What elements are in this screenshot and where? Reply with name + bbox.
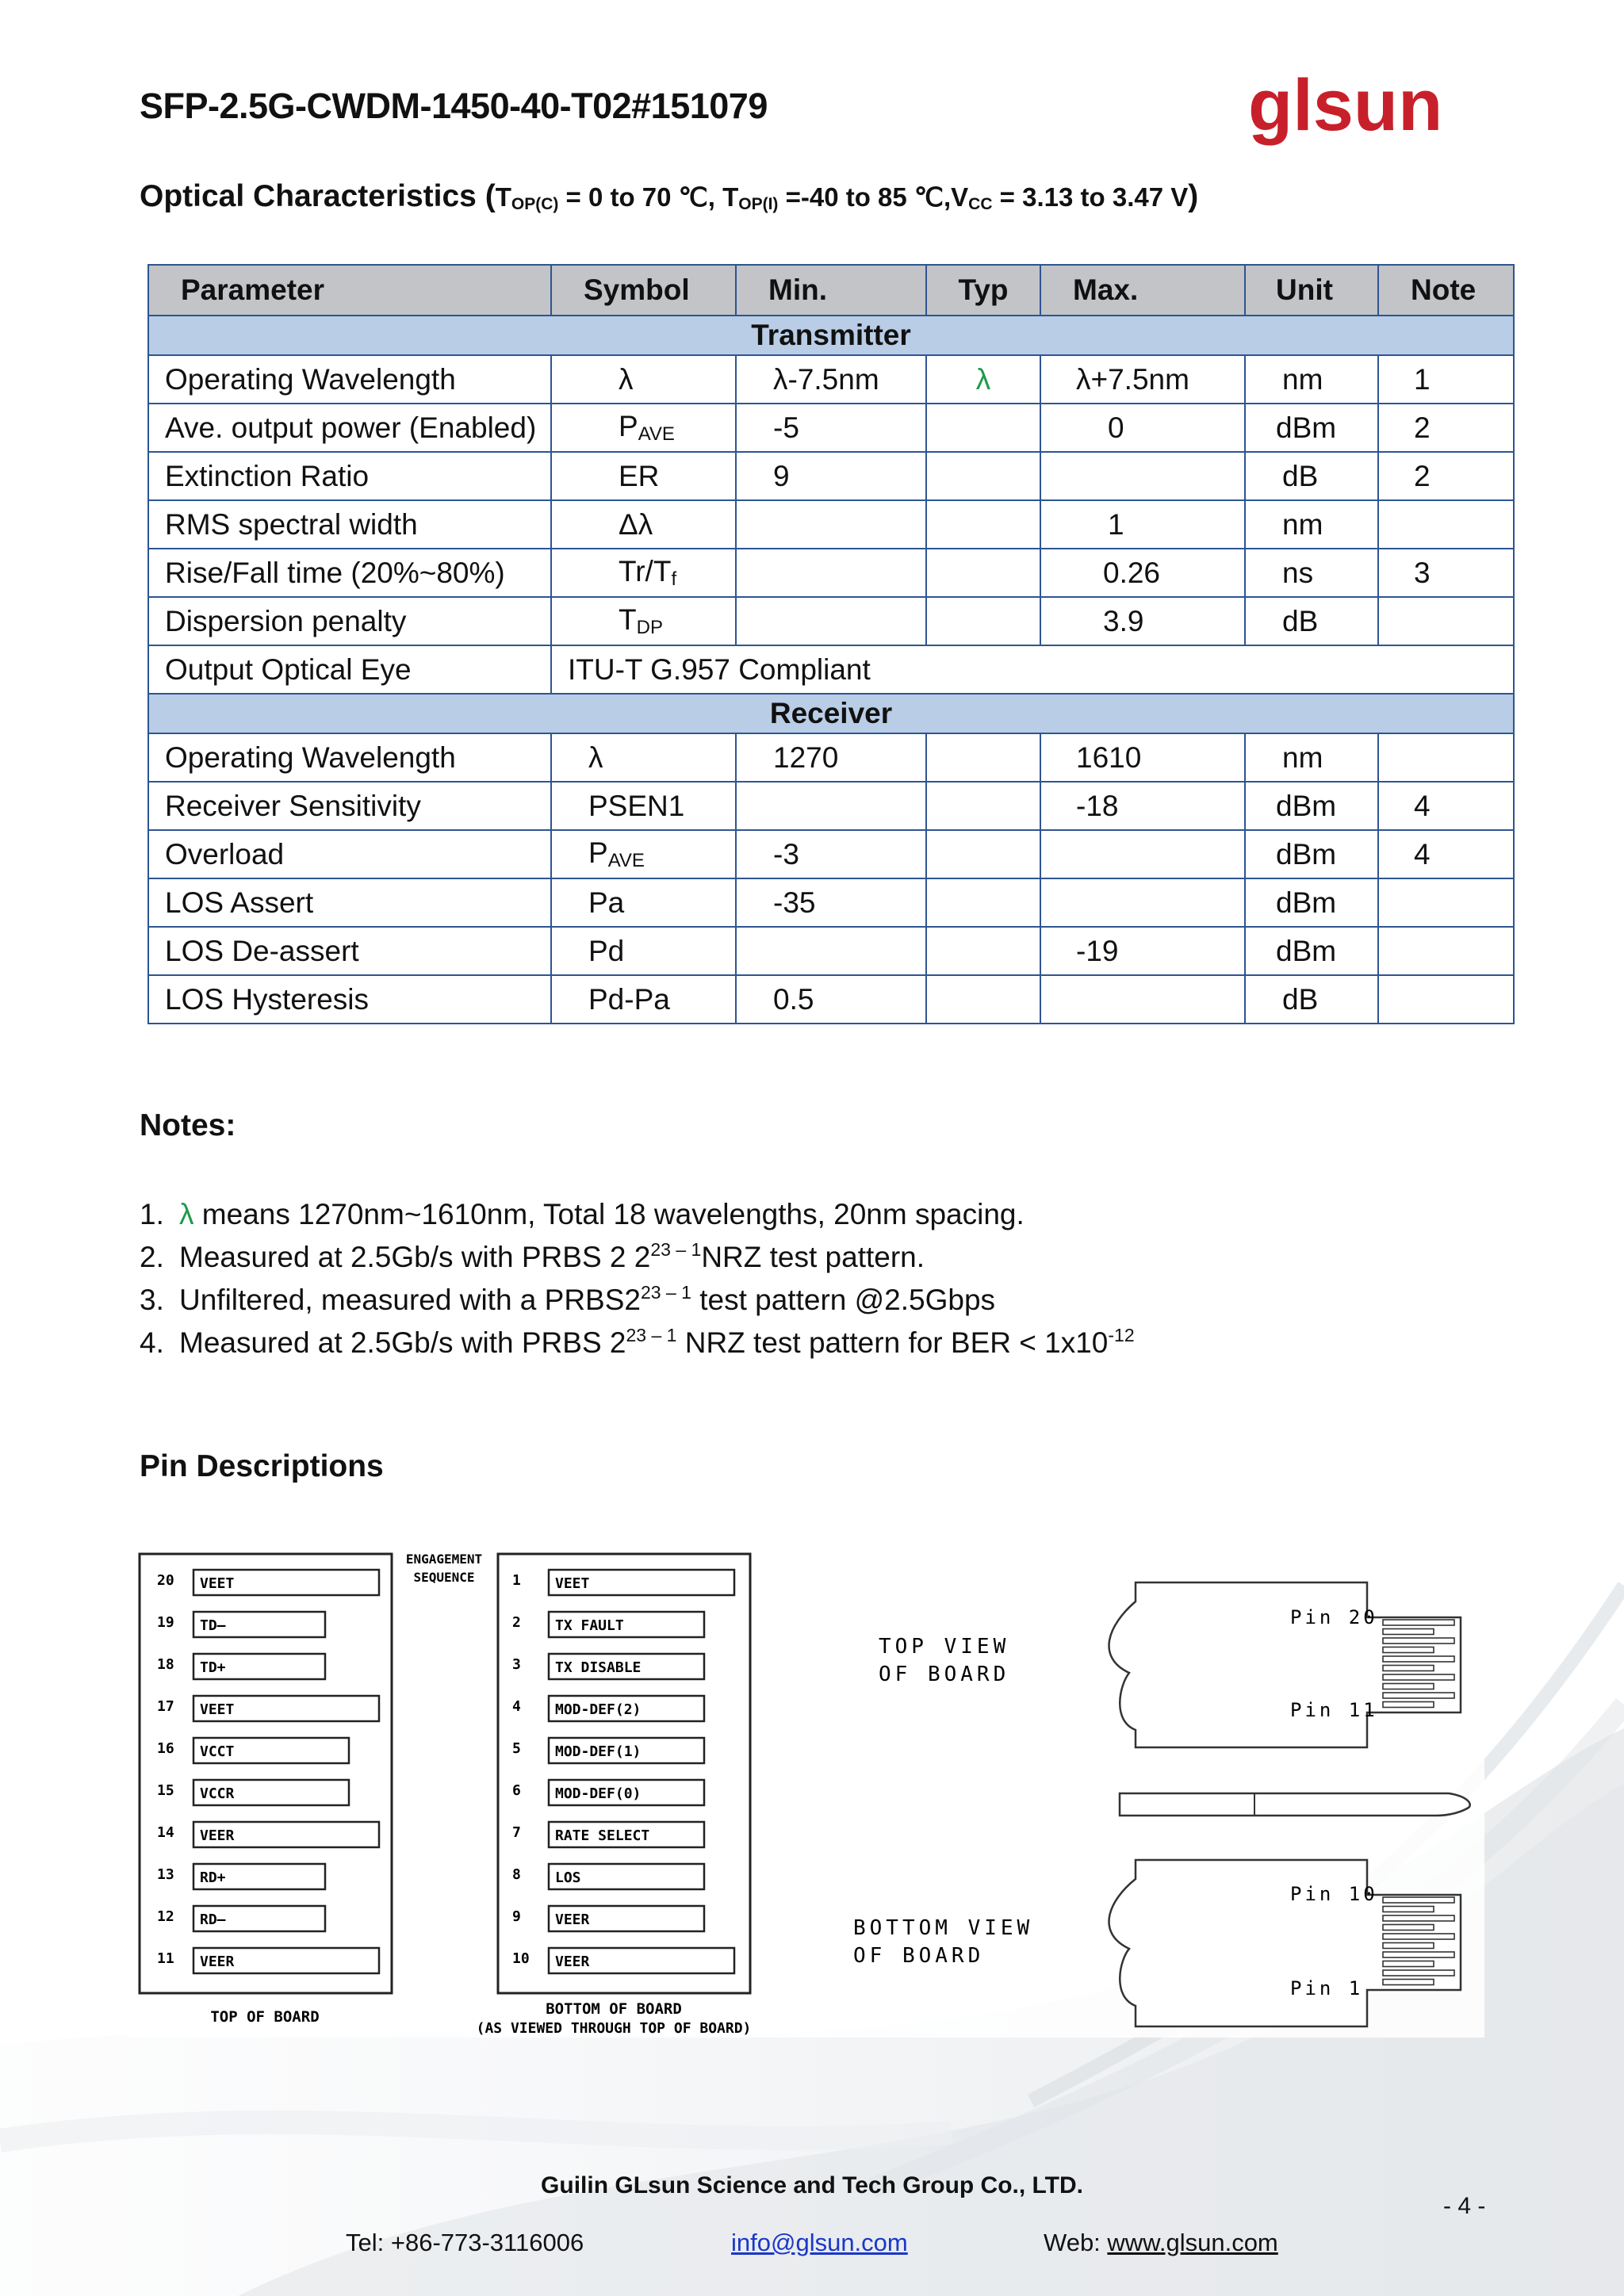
- footer-web: Web: www.glsun.com: [1044, 2229, 1278, 2256]
- pin-label: RD–: [200, 1911, 226, 1928]
- contact-pad: [1383, 1952, 1454, 1957]
- table-row: Rise/Fall time (20%~80%) $Tr/T_f$ 0.26 ns 3: [148, 549, 1514, 597]
- engagement-label-2: SEQUENCE: [413, 1570, 475, 1585]
- pin-label: LOS: [555, 1869, 581, 1886]
- pin11-label: Pin 11: [1290, 1699, 1378, 1721]
- col-header-symbol: Symbol: [551, 265, 736, 316]
- pin-label: VEER: [555, 1911, 590, 1928]
- pin-label: VCCR: [200, 1785, 235, 1802]
- pin-number: 13: [157, 1866, 174, 1883]
- page-number: - 4 -: [1443, 2193, 1486, 2219]
- table-row: Operating Wavelength λ 1270 1610 nm: [148, 733, 1514, 782]
- pin-number: 10: [512, 1950, 530, 1967]
- contact-pad: [1383, 1915, 1454, 1921]
- table-row: Operating Wavelength λ λ-7.5nm λ λ+7.5nm nm 1: [148, 355, 1514, 404]
- section-row-transmitter: Transmitter: [148, 316, 1514, 355]
- pin-number: 2: [512, 1614, 521, 1631]
- pin-label: VEET: [555, 1575, 590, 1592]
- contact-pad: [1383, 1980, 1434, 1985]
- pin-number: 14: [157, 1824, 174, 1841]
- pin-number: 1: [512, 1572, 521, 1589]
- table-row-output-eye: Output Optical Eye ITU-T G.957 Compliant: [148, 645, 1514, 694]
- bottom-view-label-1: BOTTOM VIEW: [853, 1916, 1034, 1940]
- section-row-receiver: Receiver: [148, 694, 1514, 733]
- col-header-typ: Typ: [926, 265, 1040, 316]
- pin-number: 3: [512, 1656, 521, 1673]
- pin-number: 5: [512, 1740, 521, 1757]
- contact-pad: [1383, 1907, 1434, 1912]
- pin-label: RD+: [200, 1869, 226, 1886]
- optical-spec-table: [147, 264, 1515, 1024]
- notes-list: [140, 1193, 1135, 1364]
- optical-characteristics-heading: Optical Characteristics ($T_{OP(C)} = 0$ to 70 ℃, $T_{OP(I)} =-40$ to 85 $℃,V_{CC} = 3.13$ to 3.47 V): [140, 179, 1199, 213]
- pin-descriptions-heading: Pin Descriptions: [140, 1449, 384, 1483]
- pin-label: MOD-DEF(0): [555, 1785, 642, 1802]
- pin-label: RATE SELECT: [555, 1827, 650, 1844]
- list-item: 4. Measured at 2.5Gb/s with PRBS 2$^{23 - 1}$ NRZ test pattern for BER < $1x10^{-12}$: [140, 1325, 1135, 1359]
- contact-pad: [1383, 1638, 1454, 1644]
- table-row: LOS Assert Pa -35 dBm: [148, 878, 1514, 927]
- pin-label: TD+: [200, 1659, 226, 1676]
- notes-heading: Notes:: [140, 1108, 236, 1142]
- table-row: LOS Hysteresis Pd-Pa 0.5 dB: [148, 975, 1514, 1024]
- pin-label: VEER: [555, 1954, 590, 1970]
- pin-number: 12: [157, 1908, 174, 1925]
- pin-number: 18: [157, 1656, 174, 1673]
- contact-pad: [1383, 1702, 1434, 1708]
- top-view-label-1: TOP VIEW: [879, 1635, 1010, 1659]
- contact-pad: [1383, 1925, 1434, 1931]
- pin-label: VEER: [200, 1954, 235, 1970]
- contact-pad: [1383, 1684, 1434, 1689]
- pin-label: VEET: [200, 1575, 235, 1592]
- pin-label: TD–: [200, 1617, 226, 1634]
- table-row: RMS spectral width Δλ 1 nm: [148, 500, 1514, 549]
- pin-number: 20: [157, 1572, 174, 1589]
- pin-number: 17: [157, 1698, 174, 1715]
- list-item: 2. Measured at 2.5Gb/s with PRBS 2 2$^{23 - 1}$NRZ test pattern.: [140, 1239, 925, 1273]
- pin-diagram: [128, 1546, 1484, 2038]
- table-row: Receiver Sensitivity PSEN1 -18 dBm 4: [148, 782, 1514, 830]
- bottom-board-caption-1: BOTTOM OF BOARD: [546, 2000, 682, 2018]
- table-row: Ave. output power (Enabled) $P_{AVE}$ -5 0 dBm 2: [148, 404, 1514, 452]
- col-header-min: Min.: [736, 265, 926, 316]
- list-item: 1. λ means 1270nm~1610nm, Total 18 wavelengths, 20nm spacing.: [140, 1198, 1025, 1230]
- pin-label: TX FAULT: [555, 1617, 624, 1634]
- pin-label: VCCT: [200, 1743, 235, 1760]
- pin10-label: Pin 10: [1290, 1883, 1378, 1905]
- top-board-caption: TOP OF BOARD: [210, 2008, 320, 2026]
- pin1-label: Pin 1: [1290, 1977, 1364, 1999]
- contact-pad: [1383, 1693, 1454, 1698]
- col-header-parameter: Parameter: [148, 265, 551, 316]
- contact-pad: [1383, 1647, 1434, 1653]
- footer-email-link[interactable]: info@glsun.com: [731, 2229, 908, 2256]
- pin-number: 11: [157, 1950, 174, 1967]
- contact-pad: [1383, 1897, 1454, 1903]
- footer-web-link[interactable]: www.glsun.com: [1107, 2229, 1278, 2256]
- top-view-label-2: OF BOARD: [879, 1663, 1010, 1686]
- table-row: Extinction Ratio ER 9 dB 2: [148, 452, 1514, 500]
- pin-number: 19: [157, 1614, 174, 1631]
- pin-number: 9: [512, 1908, 521, 1925]
- bottom-view-label-2: OF BOARD: [853, 1944, 985, 1968]
- pin-number: 7: [512, 1824, 521, 1841]
- contact-pad: [1383, 1666, 1434, 1671]
- contact-pad: [1383, 1961, 1434, 1967]
- contact-pad: [1383, 1970, 1454, 1976]
- footer-tel: Tel: +86-773-3116006: [346, 2229, 584, 2256]
- list-item: 3. Unfiltered, measured with a PRBS2$^{23 - 1}$ test pattern @2.5Gbps: [140, 1282, 996, 1316]
- engagement-label-1: ENGAGEMENT: [405, 1552, 483, 1567]
- pin-number: 6: [512, 1782, 521, 1799]
- contact-pad: [1383, 1943, 1434, 1949]
- table-row: LOS De-assert Pd -19 dBm: [148, 927, 1514, 975]
- table-header-row: [148, 265, 1514, 316]
- contact-pad: [1383, 1656, 1454, 1662]
- col-header-note: Note: [1378, 265, 1514, 316]
- pin-number: 8: [512, 1866, 521, 1883]
- board-side-outline: [1120, 1793, 1470, 1816]
- pin-number: 15: [157, 1782, 174, 1799]
- table-row: Overload $P_{AVE}$ -3 dBm 4: [148, 830, 1514, 878]
- pin-label: VEER: [200, 1827, 235, 1844]
- pin-label: MOD-DEF(2): [555, 1701, 642, 1718]
- pin20-label: Pin 20: [1290, 1606, 1378, 1628]
- table-row: Dispersion penalty $T_{DP}$ 3.9 dB: [148, 597, 1514, 645]
- contact-pad: [1383, 1629, 1434, 1635]
- glsun-logo: [1247, 73, 1453, 160]
- bottom-board-caption-2: (AS VIEWED THROUGH TOP OF BOARD): [476, 2020, 752, 2037]
- pin-number: 4: [512, 1698, 521, 1715]
- col-header-max: Max.: [1040, 265, 1245, 316]
- pin-label: VEET: [200, 1701, 235, 1718]
- pin-number: 16: [157, 1740, 174, 1757]
- pin-label: MOD-DEF(1): [555, 1743, 642, 1760]
- contact-pad: [1383, 1620, 1454, 1625]
- pin-label: TX DISABLE: [555, 1659, 642, 1676]
- document-title: SFP-2.5G-CWDM-1450-40-T02#151079: [140, 86, 768, 126]
- contact-pad: [1383, 1674, 1454, 1680]
- contact-pad: [1383, 1934, 1454, 1939]
- footer-company: Guilin GLsun Science and Tech Group Co., LTD.: [541, 2172, 1083, 2198]
- svg-text:glsun: glsun: [1248, 73, 1443, 146]
- col-header-unit: Unit: [1245, 265, 1378, 316]
